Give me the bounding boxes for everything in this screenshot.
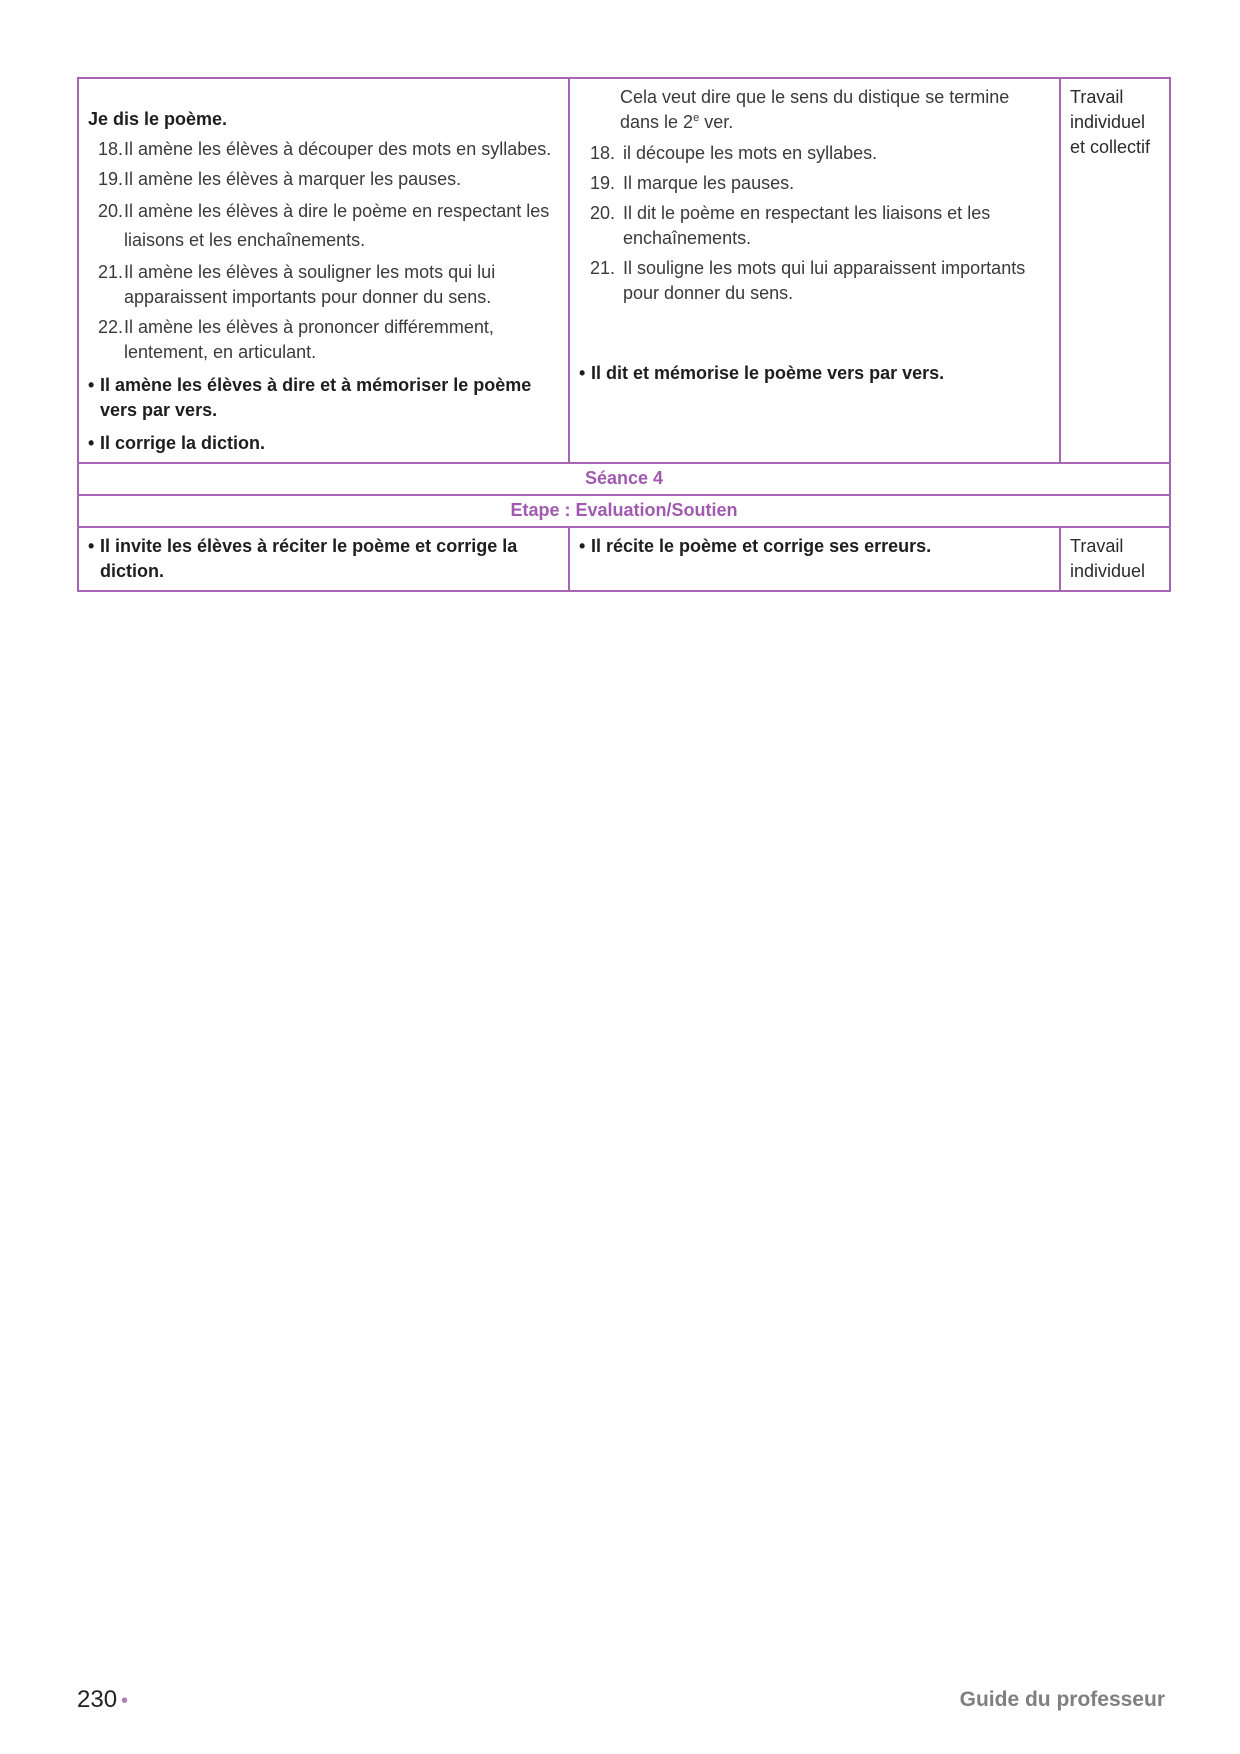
etape-label: Etape : Evaluation/Soutien — [78, 495, 1170, 527]
continuation-text: Cela veut dire que le sens du distique se termine dans le 2e ver. — [620, 87, 1010, 132]
etape-row — [78, 495, 1170, 527]
teacher-activities-cell — [78, 527, 569, 591]
list-item: 19. Il amène les élèves à marquer les pauses. — [98, 169, 462, 189]
work-mode-text: Travail individuel — [1070, 536, 1146, 581]
student-activities-cell — [569, 527, 1060, 591]
list-item: 18. Il amène les élèves à découper des mots en syllabes. — [98, 139, 552, 159]
list-item: 18. il découpe les mots en syllabes. — [590, 143, 878, 163]
page-number: 230 • — [77, 1686, 129, 1713]
seance-row — [78, 463, 1170, 495]
work-mode-cell — [1060, 527, 1170, 591]
list-item: 20. Il dit le poème en respectant les liaisons et les enchaînements. — [590, 203, 991, 248]
bullet-item: • Il invite les élèves à réciter le poème et corrige la diction. — [88, 536, 518, 581]
bullet-item: • Il dit et mémorise le poème vers par vers. — [579, 363, 945, 383]
list-item: 21. Il amène les élèves à souligner les mots qui lui apparaissent importants pour donner du sens. — [98, 262, 496, 307]
list-item: 19. Il marque les pauses. — [590, 173, 795, 193]
list-item: 21. Il souligne les mots qui lui apparaissent importants pour donner du sens. — [590, 258, 1026, 303]
bullet-item: • Il amène les élèves à dire et à mémoriser le poème vers par vers. — [88, 375, 532, 420]
lesson-table-container — [77, 77, 1165, 592]
table-row — [78, 527, 1170, 591]
table-row — [78, 78, 1170, 463]
footer-title: Guide du professeur — [959, 1688, 1165, 1711]
bullet-item: • Il corrige la diction. — [88, 433, 266, 453]
student-activities-cell — [569, 78, 1060, 463]
seance-label: Séance 4 — [78, 463, 1170, 495]
list-item: 20. Il amène les élèves à dire le poème en respectant les liaisons et les enchaînements. — [98, 201, 550, 250]
work-mode-cell — [1060, 78, 1170, 463]
work-mode-text: Travail individuel et collectif — [1070, 87, 1151, 157]
section-heading: Je dis le poème. — [88, 109, 228, 129]
teacher-activities-cell — [78, 78, 569, 463]
lesson-table — [77, 77, 1171, 592]
bullet-item: • Il récite le poème et corrige ses erreurs. — [579, 536, 932, 556]
list-item: 22. Il amène les élèves à prononcer différemment, lentement, en articulant. — [98, 317, 494, 362]
separator-dot: • — [121, 1690, 129, 1712]
